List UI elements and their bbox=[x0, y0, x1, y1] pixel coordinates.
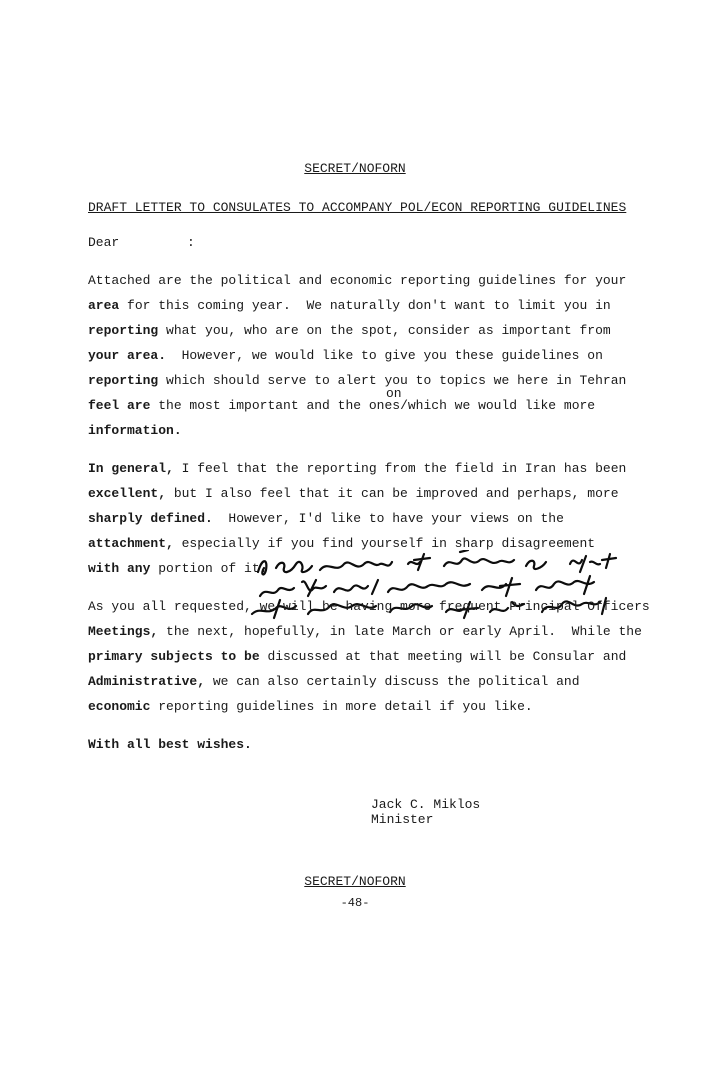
paragraph-3-line-3 bbox=[88, 649, 626, 664]
text: reporting guidelines in more detail if you like. bbox=[150, 699, 533, 714]
salutation bbox=[88, 235, 119, 250]
paragraph-1-line-6 bbox=[88, 398, 595, 413]
text: the next, hopefully, in late March or early April. While the bbox=[158, 624, 642, 639]
text: especially if you find yourself in sharp disagreement bbox=[173, 536, 596, 551]
bold-text: attachment, bbox=[88, 536, 174, 551]
paragraph-1-line-5 bbox=[88, 373, 626, 388]
paragraph-1-line-4 bbox=[88, 348, 603, 363]
paragraph-1-line-3 bbox=[88, 323, 611, 338]
paragraph-3-line-2 bbox=[88, 624, 642, 639]
bold-text: reporting bbox=[88, 323, 159, 338]
page-number: -48- bbox=[340, 896, 370, 910]
signature-name: Jack C. Miklos bbox=[371, 797, 481, 812]
paragraph-1-line-7 bbox=[88, 423, 182, 438]
paragraph-1-line-2 bbox=[88, 298, 611, 313]
bold-text: with any bbox=[88, 561, 151, 576]
classification-footer: SECRET/NOFORN bbox=[304, 874, 406, 889]
text: I feel that the reporting from the field in Iran has been bbox=[173, 461, 627, 476]
bold-text: In general, bbox=[88, 461, 174, 476]
bold-text: your area. bbox=[88, 348, 167, 363]
salutation-colon: : bbox=[187, 235, 195, 250]
document-title bbox=[88, 200, 626, 215]
paragraph-2-line-2 bbox=[88, 486, 619, 501]
bold-text: information. bbox=[88, 423, 182, 438]
bold-text: sharply defined. bbox=[88, 511, 213, 526]
text: discussed at that meeting will be Consular and bbox=[259, 649, 627, 664]
bold-text: reporting bbox=[88, 373, 159, 388]
text: for this coming year. We naturally don't want to limit you in bbox=[119, 298, 611, 313]
paragraph-3-line-4 bbox=[88, 674, 580, 689]
bold-text: feel are bbox=[88, 398, 151, 413]
text: but I also feel that it can be improved and perhaps, more bbox=[166, 486, 619, 501]
bold-text: primary subjects to be bbox=[88, 649, 260, 664]
paragraph-2-line-3 bbox=[88, 511, 564, 526]
bold-text: Administrative, bbox=[88, 674, 206, 689]
text: which should serve to alert you to topics we here in Tehran bbox=[158, 373, 627, 388]
text: the most important and the ones/which we would like more bbox=[150, 398, 596, 413]
text: what you, who are on the spot, consider as important from bbox=[158, 323, 611, 338]
bold-text: economic bbox=[88, 699, 151, 714]
bold-text: Meetings, bbox=[88, 624, 159, 639]
paragraph-3-line-1: As you all requested, we will be having more frequent Principal Officers bbox=[88, 599, 650, 614]
bold-text: excellent, bbox=[88, 486, 167, 501]
paragraph-2-line-4 bbox=[88, 536, 595, 551]
paragraph-2-line-1 bbox=[88, 461, 626, 476]
bold-text: area bbox=[88, 298, 120, 313]
text: However, I'd like to have your views on the bbox=[212, 511, 564, 526]
paragraph-1-line-1: Attached are the political and economic reporting guidelines for your bbox=[88, 273, 627, 288]
paragraph-3-line-5 bbox=[88, 699, 533, 714]
classification-header: SECRET/NOFORN bbox=[304, 161, 406, 176]
text: portion of it. bbox=[150, 561, 268, 576]
closing: With all best wishes. bbox=[88, 737, 252, 752]
signature-title: Minister bbox=[371, 812, 434, 827]
text: However, we would like to give you these guidelines on bbox=[166, 348, 603, 363]
title-text: DRAFT LETTER TO CONSULATES TO ACCOMPANY POL/ECON REPORTING GUIDELINES bbox=[88, 200, 627, 215]
paragraph-2-line-5 bbox=[88, 561, 267, 576]
inserted-word: on bbox=[386, 386, 402, 401]
salutation-dear: Dear bbox=[88, 235, 120, 250]
text: we can also certainly discuss the political and bbox=[205, 674, 580, 689]
